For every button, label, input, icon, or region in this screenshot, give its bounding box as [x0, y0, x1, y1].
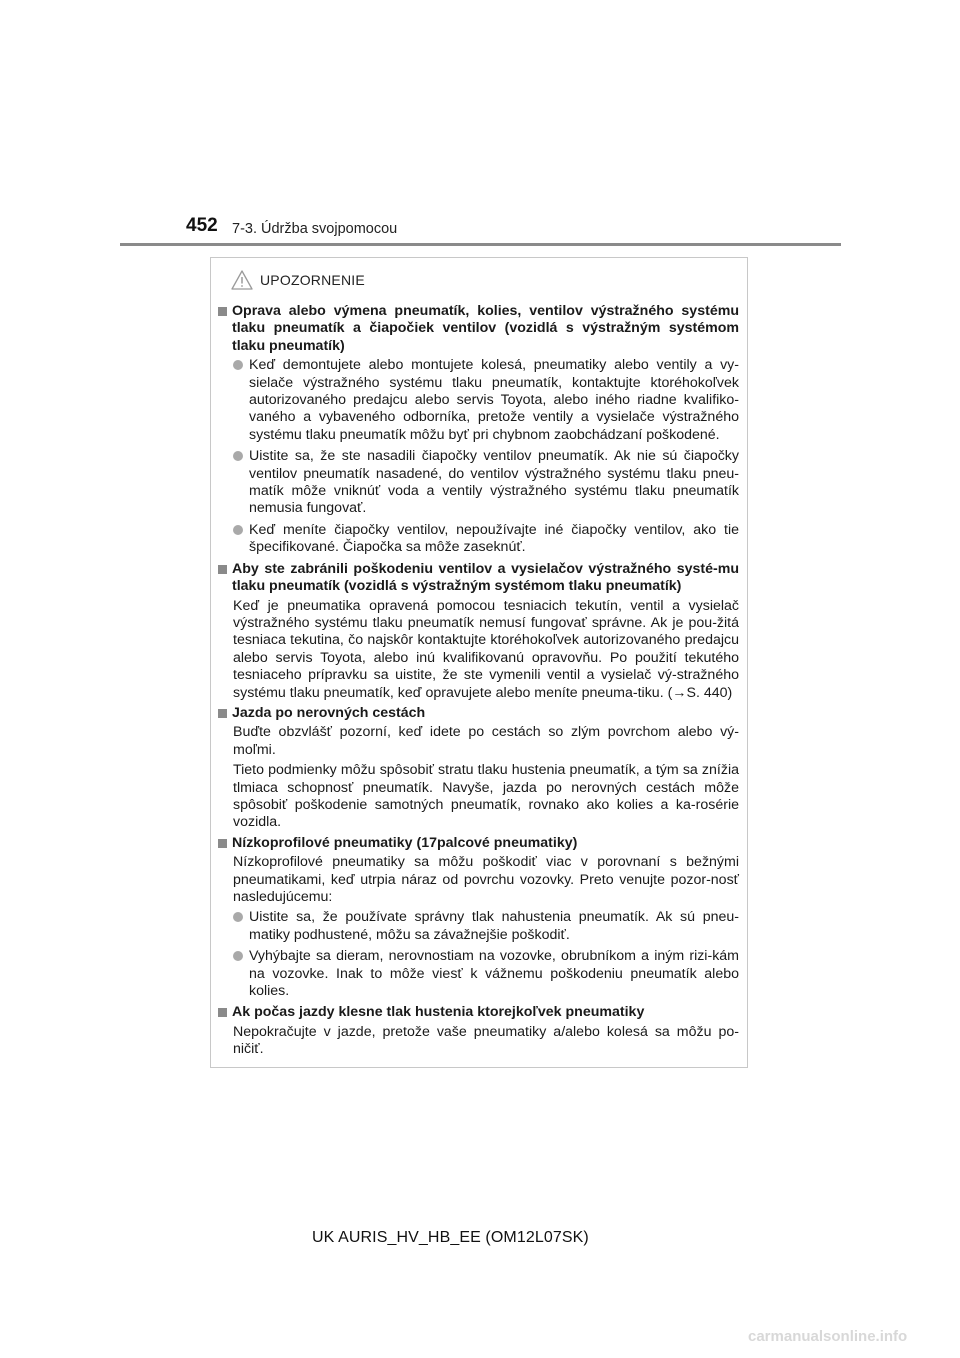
- warning-header: [231, 267, 741, 293]
- warning-sections: [217, 303, 741, 1059]
- warning-section: [217, 303, 741, 557]
- bullet-item: [217, 357, 741, 444]
- circle-bullet-icon: [233, 951, 243, 961]
- bullet-item: [217, 948, 741, 1000]
- square-bullet-icon: [218, 709, 227, 718]
- square-bullet-icon: [218, 565, 227, 574]
- square-bullet-icon: [218, 839, 227, 848]
- header-rule: [120, 243, 841, 246]
- circle-bullet-icon: [233, 912, 243, 922]
- section-paragraph: Nepokračujte v jazde, pretože vaše pneumatiky a/alebo kolesá sa môžu po-ničiť.: [233, 1023, 739, 1058]
- bullet-list: [217, 909, 741, 1000]
- circle-bullet-icon: [233, 525, 243, 535]
- warning-box: [210, 257, 748, 1068]
- section-heading-text: Nízkoprofilové pneumatiky (17palcové pneumatiky): [232, 834, 578, 851]
- square-bullet-icon: [218, 307, 227, 316]
- section-paragraph: Tieto podmienky môžu spôsobiť stratu tlaku hustenia pneumatík, a tým sa znížia tlmiaca schopnosť pneumatík. Navyše, jazda po nerovných cestách môže spôsobiť poškodenie samotných pneumatík, rovnako ako kolies a ka-rosérie vozidla.: [233, 762, 739, 831]
- warning-section: [217, 705, 741, 832]
- footer-model-code: UK AURIS_HV_HB_EE (OM12L07SK): [312, 1229, 589, 1246]
- section-title: 7-3. Údržba svojpomocou: [232, 221, 398, 237]
- section-paragraph: Buďte obzvlášť pozorní, keď idete po cestách so zlým povrchom alebo vý-moľmi.: [233, 724, 739, 758]
- warning-section: [217, 561, 741, 702]
- bullet-item: [217, 448, 741, 518]
- warning-section: [217, 1004, 741, 1058]
- section-heading-text: Ak počas jazdy klesne tlak hustenia ktorejkoľvek pneumatiky: [232, 1004, 645, 1021]
- bullet-list: [217, 357, 741, 556]
- bullet-item: [217, 909, 741, 944]
- bullet-item: [217, 522, 741, 557]
- section-heading-text: Oprava alebo výmena pneumatík, kolies, ventilov výstražného systému tlaku pneumatík a čiapočiek ventilov (vozidlá s výstražným systémom tlaku pneumatík): [232, 303, 739, 354]
- watermark: carmanualsonline.info: [748, 1328, 908, 1345]
- warning-triangle-icon: [231, 270, 253, 290]
- section-paragraph: Nízkoprofilové pneumatiky sa môžu poškodiť viac v porovnaní s bežnými pneumatikami, keď utrpia náraz od povrchu vozovky. Preto venujte pozor-nosť nasledujúcemu:: [233, 854, 739, 905]
- section-heading: [217, 303, 741, 355]
- warning-section: [217, 835, 741, 1001]
- section-heading: [217, 705, 741, 722]
- section-heading: [217, 561, 741, 596]
- section-paragraph: Keď je pneumatika opravená pomocou tesniacich tekutín, ventil a vysielač výstražného systému tlaku pneumatík nemusí fungovať správne. Ak je pou-žitá tesniaca tekutina, čo najskôr kontaktujte ktoréhokoľvek autorizovaného predajcu alebo servis Toyota, alebo inú kvalifikovanú opravovňu. Po použití tekutého tesniaceho prípravku sa uistite, že ste vymenili ventil a vysielač vý-stražného systému tlaku pneumatík, keď opravujete alebo meníte pneuma-tiku. (→S. 440): [233, 597, 739, 701]
- bullet-text: Uistite sa, že ste nasadili čiapočky ventilov pneumatík. Ak nie sú čiapočky ventilov pneumatík nasadené, do ventilov výstražného systému tlaku pneu-matík môže vniknúť voda a ventily výstražného systému tlaku pneumatík nemusia fungovať.: [249, 448, 739, 517]
- section-heading-text: Jazda po nerovných cestách: [232, 704, 426, 721]
- section-heading: [217, 1004, 741, 1021]
- bullet-text: Keď demontujete alebo montujete kolesá, pneumatiky alebo ventily a vy-sielače výstražného systému tlaku pneumatík, kontaktujte ktoréhokoľvek autorizovaného predajcu alebo servis Toyota, alebo iného riadne kvalifiko-vaného a vybaveného odborníka, pretože ventily a vysielače výstražného systému tlaku pneumatík môžu byť pri chybnom zaobchádzaní poškodené.: [249, 357, 739, 443]
- bullet-text: Uistite sa, že používate správny tlak nahustenia pneumatík. Ak sú pneu-matiky podhustené, môžu sa závažnejšie poškodiť.: [249, 909, 739, 943]
- bullet-text: Vyhýbajte sa dieram, nerovnostiam na vozovke, obrubníkom a iným rizi-kám na vozovke. Inak to môže viesť k vážnemu poškodeniu pneumatík alebo kolies.: [249, 948, 739, 1000]
- warning-label: UPOZORNENIE: [260, 272, 365, 288]
- bullet-text: Keď meníte čiapočky ventilov, nepoužívajte iné čiapočky ventilov, ako tie špecifikované. Čiapočka sa môže zaseknúť.: [249, 521, 739, 556]
- page-number: 452: [186, 215, 218, 236]
- square-bullet-icon: [218, 1008, 227, 1017]
- section-heading-text: Aby ste zabránili poškodeniu ventilov a vysielačov výstražného systé-mu tlaku pneumatík (vozidlá s výstražným systémom tlaku pneumatík): [232, 560, 739, 595]
- circle-bullet-icon: [233, 360, 243, 370]
- section-heading: [217, 835, 741, 852]
- circle-bullet-icon: [233, 451, 243, 461]
